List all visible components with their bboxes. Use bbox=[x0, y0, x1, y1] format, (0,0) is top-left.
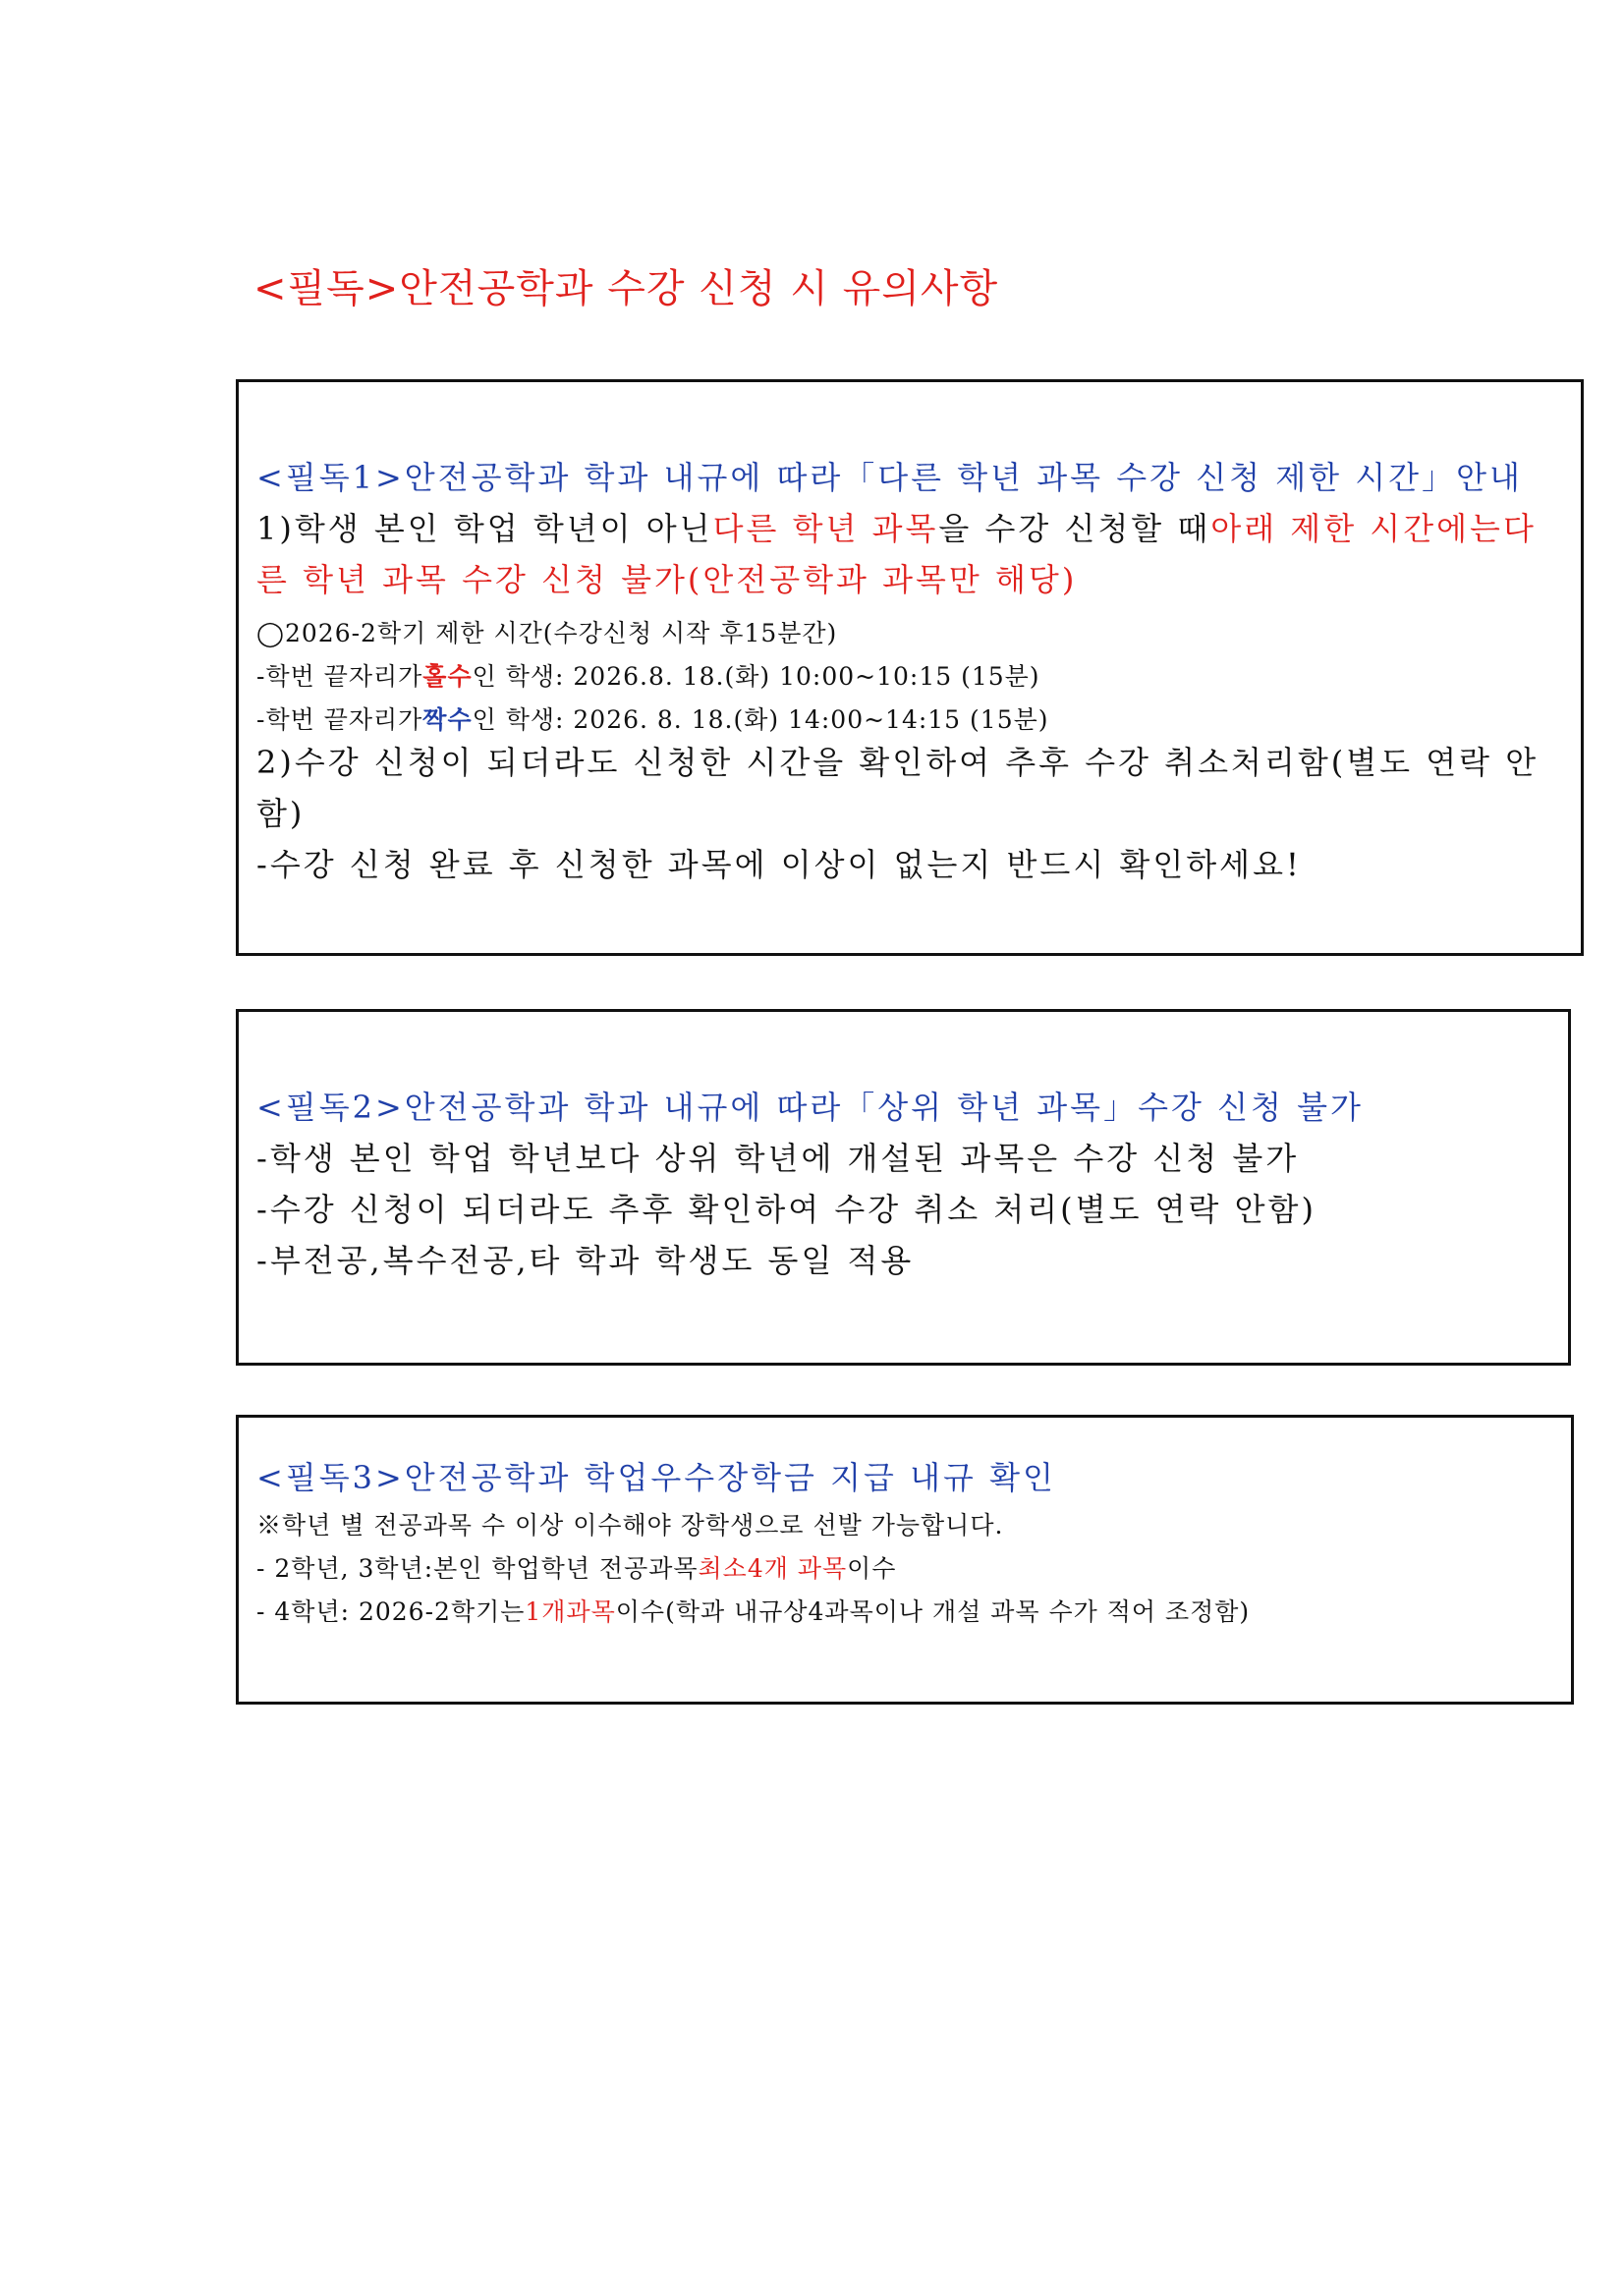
notice-2-item: -학생 본인 학업 학년보다 상위 학년에 개설된 과목은 수강 신청 불가 bbox=[256, 1140, 1300, 1177]
highlight-other-grade: 다른 학년 과목 bbox=[712, 510, 939, 547]
scholarship-rule-grade-2-3 bbox=[256, 1549, 896, 1585]
text-segment: - 4학년: 2026-2학기는 bbox=[256, 1597, 526, 1626]
notice-1-paragraph-2: 2)수강 신청이 되더라도 신청한 시간을 확인하여 추후 수강 취소처리함(별도 연락 안 bbox=[256, 744, 1540, 781]
page-title: <필독>안전공학과 수강 신청 시 유의사항 bbox=[253, 266, 999, 311]
highlight-restriction: 아래 제한 시간에는다 bbox=[1210, 510, 1537, 547]
text-segment: 인 학생: 2026. 8. 18.(화) 14:00~14:15 (15분) bbox=[472, 705, 1049, 734]
notice-box-2 bbox=[236, 1009, 1571, 1366]
notice-2-item: -부전공,복수전공,타 학과 학생도 동일 적용 bbox=[256, 1242, 915, 1279]
highlight-odd: 홀수 bbox=[422, 662, 473, 691]
notice-1-heading: <필독1>안전공학과 학과 내규에 따라「다른 학년 과목 수강 신청 제한 시간」안내 bbox=[256, 459, 1523, 496]
highlight-one-course: 1개과목 bbox=[525, 1597, 616, 1626]
notice-2-item: -수강 신청이 되더라도 추후 확인하여 수강 취소 처리(별도 연락 안함) bbox=[256, 1191, 1316, 1228]
scholarship-rule-grade-4 bbox=[256, 1593, 1250, 1628]
notice-1-paragraph-3: -수강 신청 완료 후 신청한 과목에 이상이 없는지 반드시 확인하세요! bbox=[256, 846, 1302, 883]
notice-1-paragraph-1 bbox=[256, 504, 1537, 549]
scholarship-note: ※학년 별 전공과목 수 이상 이수해야 장학생으로 선발 가능합니다. bbox=[256, 1511, 1004, 1540]
notice-box-1 bbox=[236, 379, 1584, 956]
text-segment: 이수(학과 내규상4과목이나 개설 과목 수가 적어 조정함) bbox=[615, 1597, 1251, 1626]
even-student-time bbox=[256, 700, 1049, 736]
text-segment: -학번 끝자리가 bbox=[256, 705, 423, 734]
highlight-even: 짝수 bbox=[422, 705, 473, 734]
limit-time-heading: ◯2026-2학기 제한 시간(수강신청 시작 후15분간) bbox=[256, 619, 838, 647]
notice-3-heading: <필독3>안전공학과 학업우수장학금 지급 내규 확인 bbox=[256, 1459, 1056, 1496]
highlight-min-courses: 최소4개 과목 bbox=[698, 1554, 848, 1583]
notice-2-heading: <필독2>안전공학과 학과 내규에 따라「상위 학년 과목」수강 신청 불가 bbox=[256, 1089, 1364, 1126]
notice-1-paragraph-2-cont: 함) bbox=[256, 795, 306, 832]
text-segment: 이수 bbox=[847, 1554, 897, 1583]
notice-1-paragraph-1-cont: 른 학년 과목 수강 신청 불가(안전공학과 과목만 해당) bbox=[256, 561, 1078, 598]
notice-box-3 bbox=[236, 1415, 1574, 1705]
text-segment: - 2학년, 3학년:본인 학업학년 전공과목 bbox=[256, 1554, 699, 1583]
odd-student-time bbox=[256, 657, 1040, 693]
text-segment: 1)학생 본인 학업 학년이 아닌 bbox=[256, 510, 713, 547]
text-segment: 인 학생: 2026.8. 18.(화) 10:00~10:15 (15분) bbox=[472, 662, 1040, 691]
text-segment: -학번 끝자리가 bbox=[256, 662, 423, 691]
text-segment: 을 수강 신청할 때 bbox=[938, 510, 1211, 547]
